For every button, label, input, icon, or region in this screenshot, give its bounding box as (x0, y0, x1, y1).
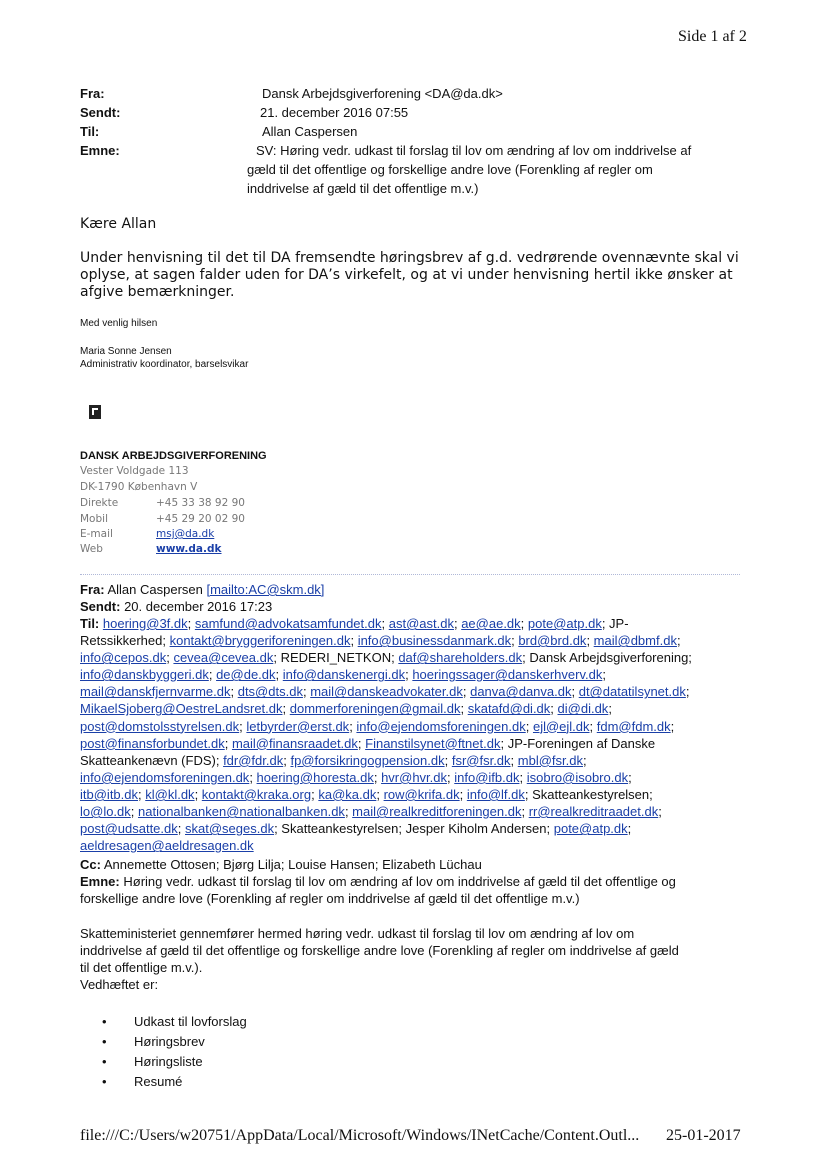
recipient-line (80, 683, 740, 700)
recipient-text: ; (586, 633, 594, 649)
recipient-email-link[interactable]: info@businessdanmark.dk (357, 633, 512, 649)
recipient-text: ; (628, 769, 632, 785)
sender-name: Maria Sonne Jensen (80, 346, 172, 357)
recipient-email-link[interactable]: itb@itb.dk (80, 786, 138, 802)
recipient-line (80, 718, 740, 735)
recipient-email-link[interactable]: info@danskenergi.dk (282, 667, 406, 683)
email-row (80, 528, 214, 540)
recipient-email-link[interactable]: daf@shareholders.dk (398, 650, 523, 666)
recipient-email-link[interactable]: Finanstilsynet@ftnet.dk (365, 735, 501, 751)
to-value: Allan Caspersen (262, 124, 358, 139)
recipient-text: ; (349, 718, 357, 734)
recipient-text: ; (344, 804, 353, 820)
recipient-email-link[interactable]: fsr@fsr.dk (451, 752, 511, 768)
recipient-line (80, 803, 740, 820)
body-line: Under henvisning til det til DA fremsendte høringsbrev af g.d. vedrørende ovennævnte skal vi (80, 250, 739, 266)
recipient-email-link[interactable]: mail@realkreditforeningen.dk (352, 804, 522, 820)
orig-subject-label: Emne: (80, 874, 120, 889)
recipient-line (80, 786, 740, 803)
recipient-text: ; (282, 701, 290, 717)
body-line: afgive bemærkninger. (80, 284, 235, 300)
recipient-email-link[interactable]: hoeringssager@danskerhverv.dk (412, 667, 603, 683)
recipient-text: ; (453, 616, 462, 631)
recipient-text: ; (130, 804, 139, 820)
recipient-text: ; (550, 701, 558, 717)
org-name: DANSK ARBEJDSGIVERFORENING (80, 450, 267, 462)
original-subject-row (80, 873, 740, 890)
recipient-text: ; (350, 633, 358, 649)
recipient-text: ; (357, 735, 366, 751)
body-line: oplyse, at sagen falder uden for DA’s virkefelt, og at vi under henvisning hertil ikke ønsker at (80, 267, 733, 283)
recipient-email-link[interactable]: hoering@horesta.dk (256, 769, 374, 785)
recipient-text: ; (521, 804, 529, 820)
recipient-text: ; (459, 786, 467, 802)
recipient-email-link[interactable]: dts@dts.dk (237, 684, 303, 700)
recipient-email-link[interactable]: nationalbanken@nationalbanken.dk (138, 804, 345, 820)
recipient-text: ; (460, 701, 468, 717)
recipient-line (80, 735, 740, 752)
recipient-email-link[interactable]: samfund@advokatsamfundet.dk (194, 616, 382, 631)
recipient-email-link[interactable]: dt@datatilsynet.dk (578, 684, 686, 700)
original-sent-row (80, 598, 740, 615)
recipient-email-link[interactable]: di@di.dk (557, 701, 609, 717)
orig-body-line: inddrivelse af gæld til det offentlige og forskellige andre love (Forenkling af regler om inddrivelse af gæld (80, 943, 679, 958)
recipient-text: ; (685, 684, 690, 700)
orig-sent-label: Sendt: (80, 599, 121, 614)
recipient-email-link[interactable]: kontakt@bryggeriforeningen.dk (169, 633, 351, 649)
recipient-email-link[interactable]: info@danskbyggeri.dk (80, 667, 209, 683)
recipient-text: ; (177, 821, 185, 837)
subject-line: gæld til det offentlige og forskellige andre love (Forenkling af regler om (247, 162, 653, 177)
recipient-text: ; (208, 667, 217, 683)
separator (80, 574, 740, 575)
recipient-email-link[interactable]: kl@kl.dk (145, 786, 195, 802)
greeting: Kære Allan (80, 216, 157, 232)
orig-body-line: til det offentlige m.v.). (80, 960, 203, 975)
recipient-text: ; (589, 718, 597, 734)
recipient-text: ; (608, 701, 612, 717)
recipient-email-link[interactable]: aeldresagen@aeldresagen.dk (80, 838, 254, 854)
recipient-text: ; (676, 633, 681, 649)
orig-from-mailto-link[interactable]: [mailto:AC@skm.dk] (206, 582, 325, 597)
orig-to-label: Til: (80, 616, 103, 631)
direct-label: Direkte (80, 497, 119, 509)
recipient-email-link[interactable]: mail@dbmf.dk (593, 633, 677, 649)
recipient-email-link[interactable]: mbl@fsr.dk (517, 752, 583, 768)
recipient-email-link[interactable]: pote@atp.dk (553, 821, 628, 837)
footer-path: file:///C:/Users/w20751/AppData/Local/Microsoft/Windows/INetCache/Content.Outl... (80, 1127, 640, 1144)
recipient-line (80, 820, 740, 837)
closing: Med venlig hilsen (80, 318, 158, 329)
recipient-text: ; (670, 718, 675, 734)
recipient-text: ; Skatteankestyrelsen; Jesper Kiholm Andersen; (274, 821, 554, 837)
recipient-text: ; (187, 616, 195, 631)
recipient-line (80, 666, 740, 683)
recipient-line (80, 632, 740, 649)
direct-phone-row (80, 497, 245, 509)
email-label: E-mail (80, 528, 113, 540)
recipient-email-link[interactable]: de@de.dk (216, 667, 276, 683)
logo-image-icon (89, 405, 101, 419)
recipient-text: ; (376, 786, 384, 802)
recipient-email-link[interactable]: isobro@isobro.dk (526, 769, 629, 785)
recipient-email-link[interactable]: lo@lo.dk (80, 804, 131, 820)
recipient-line (80, 649, 740, 666)
orig-from-name: Allan Caspersen (107, 582, 203, 597)
recipient-text: ; (302, 684, 311, 700)
recipient-email-link[interactable]: pote@atp.dk (527, 616, 602, 631)
recipient-email-link[interactable]: danva@danva.dk (470, 684, 572, 700)
recipient-email-link[interactable]: post@finansforbundet.dk (80, 735, 225, 751)
direct-value: +45 33 38 92 90 (156, 497, 245, 509)
attachment-item: • Høringsliste (80, 1052, 247, 1072)
original-cc-row (80, 856, 740, 873)
attachment-list (80, 1012, 247, 1092)
recipient-email-link[interactable]: skat@seges.dk (185, 821, 275, 837)
recipient-text: ; (166, 650, 174, 666)
orig-cc-label: Cc: (80, 857, 101, 872)
sender-title: Administrativ koordinator, barselsvikar (80, 359, 249, 370)
to-label: Til: (80, 124, 100, 139)
recipient-line (80, 700, 740, 717)
recipient-text: ; (194, 786, 202, 802)
web-link[interactable]: www.da.dk (156, 543, 222, 555)
recipient-text: ; (275, 667, 283, 683)
recipient-email-link[interactable]: letbyrder@erst.dk (246, 718, 350, 734)
web-row (80, 543, 222, 555)
recipient-email-link[interactable]: skatafd@di.dk (467, 701, 551, 717)
recipient-text: ; (462, 684, 471, 700)
email-link[interactable]: msj@da.dk (156, 528, 215, 540)
recipient-text: Skatteankenævn (FDS); (80, 752, 224, 768)
recipient-text: ; (658, 804, 662, 820)
orig-subject-line: forskellige andre love (Forenkling af regler om inddrivelse af gæld til det offentlige m.v.) (80, 891, 580, 906)
recipient-email-link[interactable]: dommerforeningen@gmail.dk (289, 701, 461, 717)
attached-label: Vedhæftet er: (80, 977, 159, 992)
sent-label: Sendt: (80, 105, 121, 120)
recipient-text: ; (520, 616, 528, 631)
from-label: Fra: (80, 86, 105, 101)
recipient-email-link[interactable]: hoering@3f.dk (102, 616, 188, 631)
recipient-text: ; (510, 752, 518, 768)
recipient-text: Retssikkerhed; (80, 633, 170, 649)
recipient-text: ; (283, 752, 291, 768)
recipient-email-link[interactable]: mail@danskfjernvarme.dk (80, 684, 231, 700)
recipient-text: ; (224, 735, 232, 751)
recipient-email-link[interactable]: ae@ae.dk (461, 616, 521, 631)
recipient-line (80, 752, 740, 769)
recipient-text: ; (311, 786, 319, 802)
recipient-email-link[interactable]: hvr@hvr.dk (381, 769, 448, 785)
recipient-text: ; (230, 684, 238, 700)
recipient-email-link[interactable]: info@cepos.dk (80, 650, 167, 666)
recipient-email-link[interactable]: fdm@fdm.dk (596, 718, 671, 734)
recipient-email-link[interactable]: ejl@ejl.dk (532, 718, 590, 734)
mobile-phone-row (80, 513, 245, 525)
recipient-email-link[interactable]: ast@ast.dk (388, 616, 454, 631)
recipient-email-link[interactable]: info@ejendomsforeningen.dk (80, 769, 250, 785)
orig-body-line: Skatteministeriet gennemfører hermed høring vedr. udkast til forslag til lov om ændring af lov om (80, 926, 635, 941)
recipient-email-link[interactable]: mail@finansraadet.dk (231, 735, 358, 751)
recipient-email-link[interactable]: MikaelSjoberg@OestreLandsret.dk (80, 701, 283, 717)
orig-sent-value: 20. december 2016 17:23 (124, 599, 273, 614)
recipient-text: ; (525, 718, 533, 734)
recipient-email-link[interactable]: kontakt@kraka.org (201, 786, 312, 802)
recipient-line (80, 769, 740, 786)
subject-line: SV: Høring vedr. udkast til forslag til lov om ændring af lov om inddrivelse af (256, 143, 692, 158)
orig-from-label: Fra: (80, 582, 105, 597)
recipient-text: ; Skatteankestyrelsen; (524, 786, 653, 802)
recipient-text: ; Dansk Arbejdsgiverforening; (522, 650, 692, 666)
recipient-text: ; JP-Foreningen af Danske (500, 735, 656, 751)
recipient-text: ; (582, 752, 587, 768)
recipient-email-link[interactable]: info@ifb.dk (454, 769, 520, 785)
recipient-email-link[interactable]: fp@forsikringogpension.dk (290, 752, 445, 768)
from-value: Dansk Arbejdsgiverforening <DA@da.dk> (262, 86, 503, 101)
original-to-block (80, 615, 740, 854)
recipient-email-link[interactable]: info@lf.dk (466, 786, 525, 802)
recipient-email-link[interactable]: post@udsatte.dk (80, 821, 178, 837)
attachment-item: • Resumé (80, 1072, 247, 1092)
recipient-email-link[interactable]: brd@brd.dk (518, 633, 587, 649)
subject-line: inddrivelse af gæld til det offentlige m.v.) (247, 181, 479, 196)
orig-subject-line: Høring vedr. udkast til forslag til lov om ændring af lov om inddrivelse af gæld til det offentlige og (123, 874, 676, 889)
address-line: DK-1790 København V (80, 481, 198, 493)
recipient-email-link[interactable]: row@krifa.dk (383, 786, 460, 802)
recipient-email-link[interactable]: info@ejendomsforeningen.dk (356, 718, 526, 734)
recipient-line (80, 837, 740, 854)
recipient-text: ; (239, 718, 247, 734)
recipient-text: ; (571, 684, 579, 700)
footer-date: 25-01-2017 (666, 1127, 741, 1144)
recipient-email-link[interactable]: rr@realkreditraadet.dk (528, 804, 659, 820)
recipient-email-link[interactable]: mail@danskeadvokater.dk (310, 684, 463, 700)
recipient-text: ; (138, 786, 146, 802)
address-line: Vester Voldgade 113 (80, 465, 189, 477)
recipient-text: ; JP- (601, 616, 629, 631)
recipient-text: ; (249, 769, 257, 785)
original-from-row (80, 581, 740, 598)
recipient-text: ; (602, 667, 606, 683)
recipient-text: ; (405, 667, 413, 683)
recipient-text: ; (519, 769, 527, 785)
mobile-value: +45 29 20 02 90 (156, 513, 245, 525)
recipient-line (80, 615, 740, 632)
mobile-label: Mobil (80, 513, 108, 525)
recipient-list (80, 615, 740, 854)
recipient-email-link[interactable]: cevea@cevea.dk (173, 650, 274, 666)
attachment-item: • Udkast til lovforslag (80, 1012, 247, 1032)
recipient-text: ; (444, 752, 452, 768)
attachment-item: • Høringsbrev (80, 1032, 247, 1052)
recipient-text: ; (373, 769, 382, 785)
web-label: Web (80, 543, 103, 555)
orig-cc-value: Annemette Ottosen; Bjørg Lilja; Louise Hansen; Elizabeth Lüchau (103, 857, 482, 872)
sent-value: 21. december 2016 07:55 (260, 105, 409, 120)
recipient-email-link[interactable]: fdr@fdr.dk (223, 752, 284, 768)
recipient-email-link[interactable]: ka@ka.dk (318, 786, 377, 802)
recipient-text: ; (511, 633, 519, 649)
recipient-text: ; (627, 821, 632, 837)
page-number: Side 1 af 2 (678, 28, 747, 45)
recipient-text: ; (447, 769, 455, 785)
recipient-email-link[interactable]: post@domstolsstyrelsen.dk (80, 718, 240, 734)
subject-label: Emne: (80, 143, 120, 158)
recipient-text: ; REDERI_NETKON; (273, 650, 399, 666)
recipient-text: ; (381, 616, 389, 631)
